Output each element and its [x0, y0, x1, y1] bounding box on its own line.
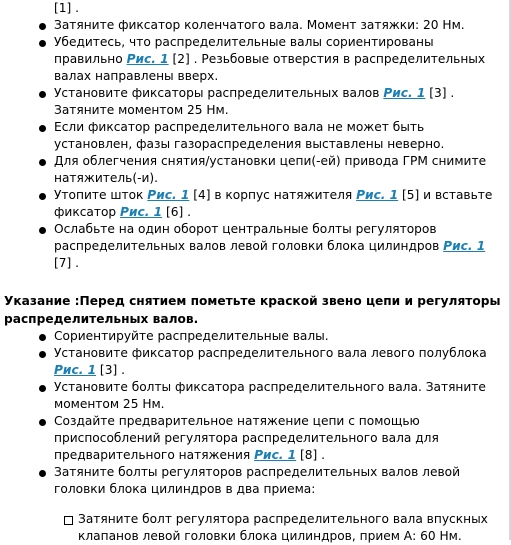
step-text: Установите болты фиксатора распределительного вала. Затяните моментом 25 Нм. — [54, 380, 486, 411]
step-text: [5] и вставьте фиксатор — [54, 188, 493, 219]
bullet-icon — [39, 159, 46, 166]
step-text: [7] . — [54, 256, 80, 270]
step-text: Затяните болты регуляторов распределительных валов левой головки блока цилиндров в два приема: — [54, 465, 461, 496]
square-bullet-icon — [64, 516, 73, 525]
bullet-icon — [39, 351, 46, 358]
step-item-continuation — [54, 0, 502, 17]
bullet-icon — [39, 385, 46, 392]
step-text: [6] . — [162, 205, 191, 219]
step-item — [54, 85, 502, 119]
step-item — [54, 379, 502, 413]
step-text: [1] . — [54, 1, 80, 15]
step-text: [2] . Резьбовые отверстия в распределительных валах направлены вверх. — [54, 52, 486, 83]
step-item — [54, 34, 502, 85]
step-item — [54, 17, 502, 34]
figure-link[interactable]: Рис. 1 — [126, 52, 169, 66]
bullet-icon — [39, 23, 46, 30]
step-text: Сориентируйте распределительные валы. — [54, 329, 329, 343]
figure-link[interactable]: Рис. 1 — [147, 188, 190, 202]
step-item — [54, 345, 502, 379]
step-text: Убедитесь, что распределительные валы сориентированы правильно — [54, 35, 434, 66]
step-item — [54, 187, 502, 221]
step-item — [54, 328, 502, 345]
step-item — [54, 464, 502, 498]
bullet-icon — [39, 470, 46, 477]
step-text: Для облегчения снятия/установки цепи(-ей) привода ГРМ снимите натяжитель(-и). — [54, 154, 487, 185]
step-text: [3] . — [96, 363, 125, 377]
bullet-icon — [39, 419, 46, 426]
step-text: Создайте предварительное натяжение цепи с помощью приспособлений регулятора распределительного вала для предварительного натяжения — [54, 414, 439, 462]
figure-link[interactable]: Рис. 1 — [54, 363, 97, 377]
step-text: Установите фиксатор распределительного вала левого полублока — [54, 346, 487, 360]
warning-note: Указание :Перед снятием пометьте краской звено цепи и регуляторы распределительных валов. — [4, 294, 501, 326]
figure-link[interactable]: Рис. 1 — [383, 86, 426, 100]
bullet-icon — [39, 334, 46, 341]
procedure-steps-list — [0, 0, 502, 272]
bullet-icon — [39, 227, 46, 234]
step-text: [4] в корпус натяжителя — [189, 188, 357, 202]
bullet-icon — [39, 40, 46, 47]
step-text: Установите фиксаторы распределительных валов — [54, 86, 384, 100]
step-item — [54, 413, 502, 464]
step-item — [54, 153, 502, 187]
figure-link[interactable]: Рис. 1 — [356, 188, 399, 202]
step-text: Ослабьте на один оборот центральные болты регуляторов распределительных валов левой головки блока цилиндров — [54, 222, 444, 253]
step-item — [54, 119, 502, 153]
step-text: [8] . — [296, 448, 326, 462]
sub-step-text: Затяните болт регулятора распределительного вала впускных клапанов левой головки блока цилиндров, прием А: 60 Нм. — [78, 512, 488, 543]
step-text: Утопите шток — [54, 188, 148, 202]
figure-link[interactable]: Рис. 1 — [120, 205, 163, 219]
bullet-icon — [39, 125, 46, 132]
step-item — [54, 221, 502, 272]
step-text: [3] . Затяните моментом 25 Нм. — [54, 86, 455, 117]
bullet-icon — [39, 91, 46, 98]
figure-link[interactable]: Рис. 1 — [443, 239, 486, 253]
bullet-icon — [39, 193, 46, 200]
step-text: Если фиксатор распределительного вала не может быть установлен, фазы газораспределения выставлены неверно. — [54, 120, 445, 151]
procedure-steps-list — [0, 328, 502, 498]
figure-link[interactable]: Рис. 1 — [254, 448, 297, 462]
step-text: Затяните фиксатор коленчатого вала. Момент затяжки: 20 Нм. — [54, 18, 465, 32]
